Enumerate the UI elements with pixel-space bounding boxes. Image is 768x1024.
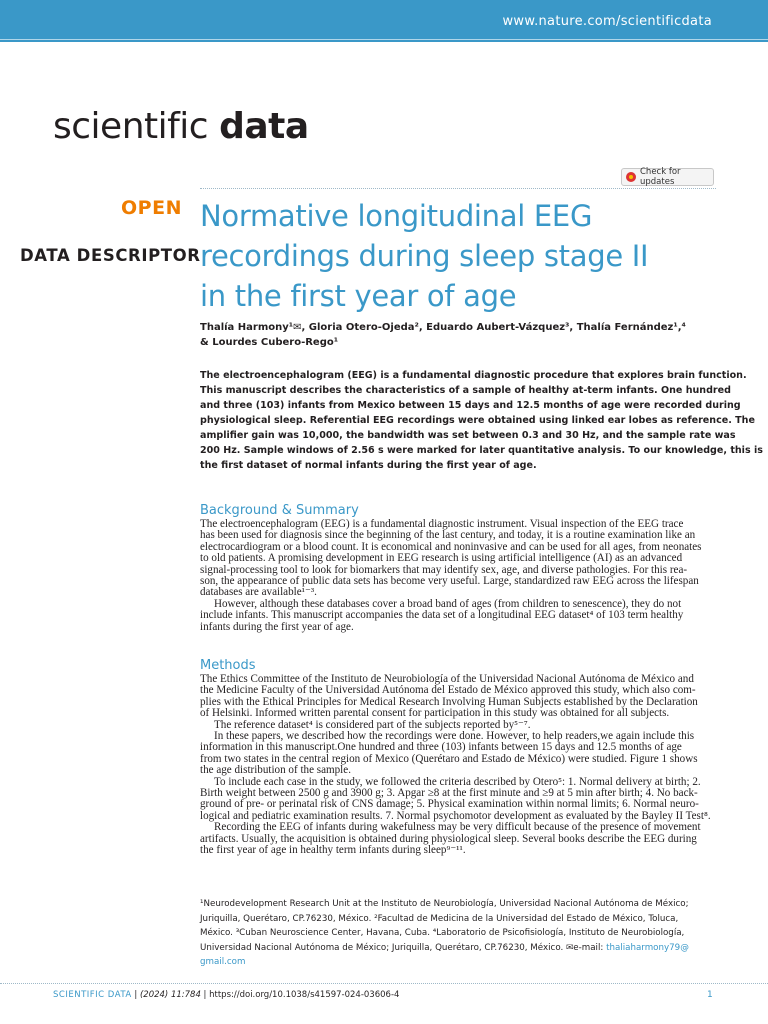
page-footer — [53, 990, 399, 1000]
abstract — [200, 368, 763, 473]
open-access-label: OPEN — [121, 197, 182, 219]
title-line: Normative longitudinal EEG — [200, 199, 593, 233]
text-line: to old patients. A promising development in EEG research is using artificial intelligence (AI) as an advanced — [200, 552, 683, 565]
text-line: the Medicine Faculty of the Universidad Autónoma del Estado de México approved this study, which also com- — [200, 684, 696, 697]
text-line: However, although these databases cover a broad band of ages (from children to senescence), they do not — [214, 597, 682, 610]
affiliation-line: México. ³Cuban Neuroscience Center, Havana, Cuba. ⁴Laboratorio de Psicofisiología, Instituto de Neurobiología, — [200, 928, 685, 938]
title-line: recordings during sleep stage II — [200, 239, 649, 273]
footer-citation: (2024) 11:784 — [139, 990, 201, 1000]
text-line: information in this manuscript.One hundred and three (103) infants between 15 days and 12.5 months of age — [200, 741, 682, 754]
footer-divider — [0, 983, 768, 984]
text-line: son, the appearance of public data sets has become very useful. Large, standardized raw EEG across the lifespan — [200, 575, 699, 588]
abstract-line: physiological sleep. Referential EEG recordings were obtained using linked ear lobes as reference. The — [200, 415, 755, 426]
top-banner — [0, 0, 768, 42]
text-line: To include each case in the study, we followed the criteria described by Otero⁵: 1. Normal delivery at birth; 2. — [214, 775, 701, 788]
abstract-line: amplifier gain was 10,000, the bandwidth was set between 0.3 and 30 Hz, and the sample rate was — [200, 430, 736, 441]
text-line: In these papers, we described how the recordings were done. However, to help readers,we again include this — [214, 730, 695, 743]
text-line: infants during the first year of age. — [200, 620, 354, 633]
text-line: of Helsinki. Informed written parental consent for participation in this study was obtained for all subjects. — [200, 707, 670, 720]
author-list — [200, 320, 720, 350]
text-line: logical and pediatric examination results. 7. Normal psychomotor development as evaluated by the Bayley II Test⁸. — [200, 809, 711, 822]
check-for-updates-button[interactable] — [621, 168, 714, 186]
journal-logo — [53, 106, 309, 147]
affiliation-line — [200, 955, 720, 970]
text-line: The Ethics Committee of the Instituto de Neurobiología of the Universidad Nacional Autónoma de México and — [200, 673, 694, 685]
text-line: from two states in the central region of Mexico (Querétaro and Estado de México) were studied. Figure 1 shows — [200, 752, 698, 765]
title-divider — [200, 188, 716, 189]
abstract-line: 200 Hz. Sample windows of 2.56 s were marked for later quantitative analysis. To our knowledge, this is — [200, 445, 763, 456]
crossmark-icon — [626, 172, 636, 182]
text-line: Birth weight between 2500 g and 3900 g; 3. Apgar ≥8 at the first minute and ≥9 at 5 min after birth; 4. No back- — [200, 787, 698, 800]
footer-separator: | — [131, 990, 140, 1000]
author-line: Thalía Harmony¹✉, Gloria Otero-Ojeda², Eduardo Aubert-Vázquez³, Thalía Fernández¹,⁴ — [200, 322, 686, 333]
article-type-label: DATA DESCRIPTOR — [20, 246, 201, 265]
page-number: 1 — [707, 990, 713, 1000]
text-line: has been used for diagnosis since the beginning of the last century, and today, it is a routine examination like an — [200, 529, 696, 542]
footer-journal-name: SCIENTIFIC DATA — [53, 990, 132, 1000]
abstract-line: The electroencephalogram (EEG) is a fundamental diagnostic procedure that explores brain function. — [200, 370, 747, 381]
methods-text — [200, 674, 716, 857]
author-line: & Lourdes Cubero-Rego¹ — [200, 337, 339, 348]
title-line: in the first year of age — [200, 279, 517, 313]
email-link[interactable]: thaliaharmony79@ — [606, 942, 689, 953]
text-line: databases are available¹⁻³. — [200, 586, 317, 599]
affiliation-line: ¹Neurodevelopment Research Unit at the Instituto de Neurobiología, Universidad Nacional Autónoma de México; — [200, 899, 689, 909]
banner-divider — [0, 39, 768, 40]
background-heading: Background & Summary — [200, 503, 359, 518]
text-line: plies with the Ethical Principles for Medical Research Involving Human Subjects established by the Declaration — [200, 695, 698, 708]
text-line: include infants. This manuscript accompanies the data set of a longitudinal EEG dataset⁴ of 103 term healthy — [200, 609, 684, 622]
background-text — [200, 519, 716, 633]
text-line: the age distribution of the sample. — [200, 764, 351, 777]
abstract-line: This manuscript describes the characteristics of a sample of healthy at-term infants. One hundred — [200, 385, 731, 396]
affiliation-line — [200, 941, 720, 956]
footer-doi-link[interactable]: | https://doi.org/10.1038/s41597-024-03606-4 — [200, 990, 400, 1000]
text-line: electrocardiogram or a blood count. It is economical and noninvasive and can be used for all ages, from neonates — [200, 540, 702, 553]
text-line: The electroencephalogram (EEG) is a fundamental diagnostic instrument. Visual inspection of the EEG trace — [200, 518, 684, 530]
affiliations — [200, 897, 720, 970]
abstract-line: and three (103) infants from Mexico between 15 days and 12.5 months of age were recorded during — [200, 400, 741, 411]
text-line: signal-processing tool to look for biomarkers that may identify sex, age, and diverse pathologies. For this rea- — [200, 563, 688, 576]
text-line: ground of pre- or perinatal risk of CNS damage; 5. Physical examination within normal limits; 6. Normal neuro- — [200, 798, 699, 811]
check-updates-label: Check for updates — [640, 167, 681, 187]
affiliation-line: Juriquilla, Querétaro, CP.76230, México. ²Facultad de Medicina de la Universidad del Estado de México, Toluca, — [200, 913, 679, 924]
email-link-continued[interactable]: gmail.com — [200, 957, 246, 967]
journal-url-link[interactable]: www.nature.com/scientificdata — [502, 14, 712, 29]
logo-regular-text: scientific — [53, 106, 209, 147]
methods-heading: Methods — [200, 658, 256, 673]
affiliation-text: Universidad Nacional Autónoma de México; Juriquilla, Querétaro, CP.76230, México. ✉e-mail: — [200, 942, 607, 953]
text-line: the first year of age in healthy term infants during sleep⁹⁻¹¹. — [200, 844, 466, 857]
logo-bold-text: data — [219, 106, 309, 147]
abstract-line: the first dataset of normal infants during the first year of age. — [200, 460, 537, 471]
text-line: The reference dataset⁴ is considered part of the subjects reported by⁵⁻⁷. — [214, 718, 531, 731]
article-title — [200, 196, 720, 316]
text-line: artifacts. Usually, the acquisition is obtained during physiological sleep. Several books describe the EEG during — [200, 832, 697, 845]
text-line: Recording the EEG of infants during wakefulness may be very difficult because of the presence of movement — [214, 821, 701, 834]
